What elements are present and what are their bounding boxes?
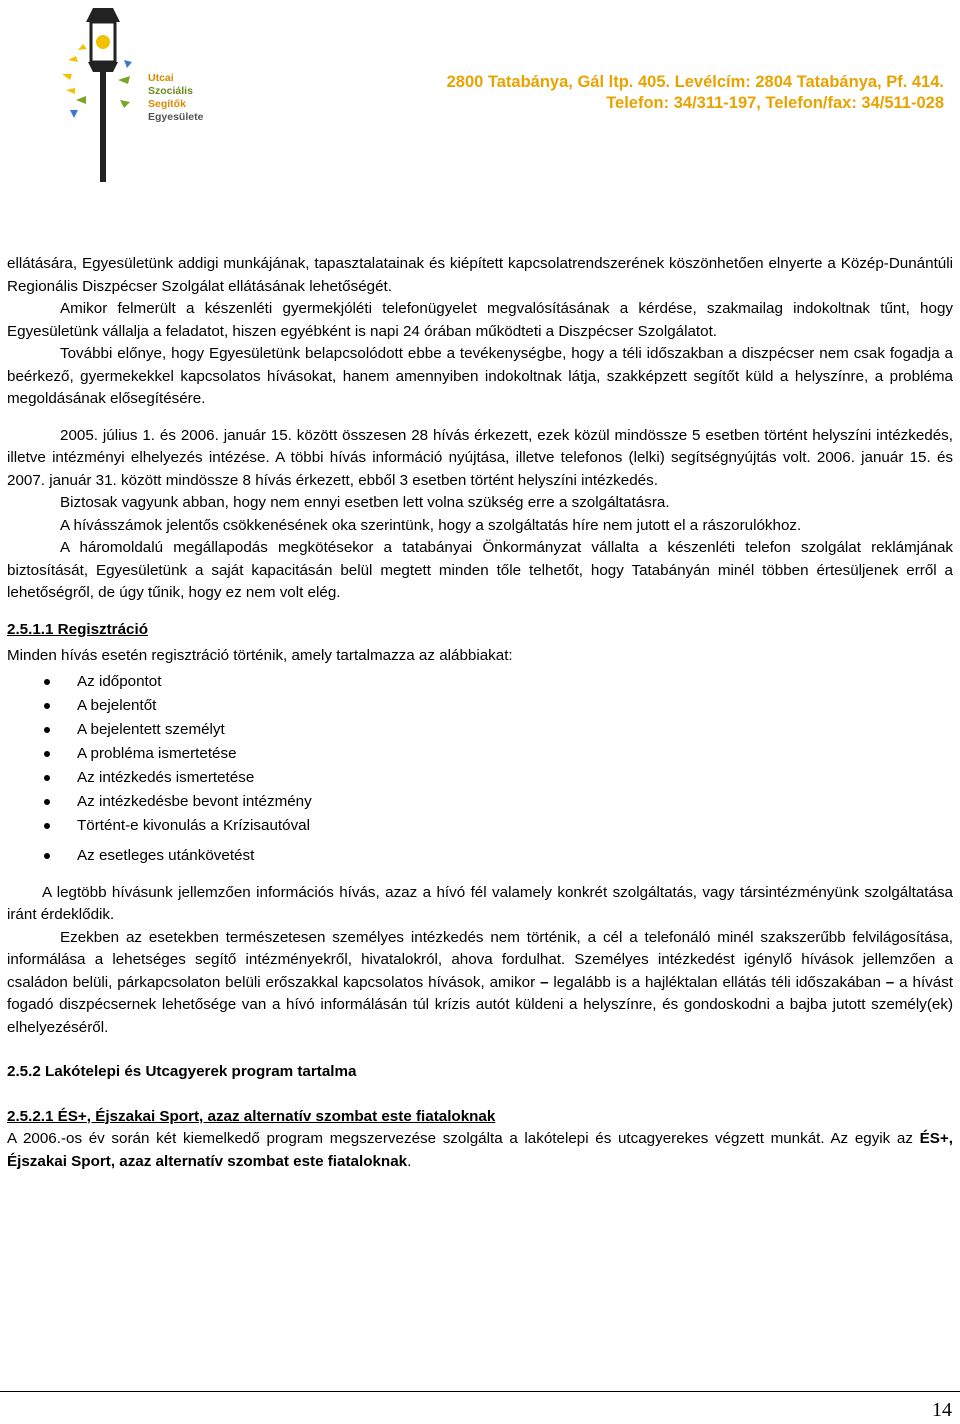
text-run: a hívást fogadó diszpécsernek lehetősége van a hívó informálásán túl krízis autót küldeni a helyszínre, és gondoskodni a bajba jutott személy(ek) elhelyezéséről.	[7, 973, 954, 1036]
paragraph: Biztosak vagyunk abban, hogy nem ennyi esetben lett volna szükség erre a szolgáltatásra.	[60, 494, 670, 511]
text-run: A 2006.-os év során két kiemelkedő program megszervezése szolgálta a lakótelepi és utcagyerekes végzett munkát. Az egyik az	[7, 1130, 920, 1147]
paragraph	[7, 1128, 953, 1173]
list-item: A bejelentőt	[7, 694, 953, 718]
bold-text: ÉS+, Éjszakai Sport, azaz alternatív szombat este fiataloknak	[7, 1130, 953, 1170]
document-body	[7, 253, 953, 1173]
text-run: legalább is a hajléktalan ellátás téli időszakában	[548, 973, 886, 991]
page-number: 14	[932, 1399, 952, 1421]
paragraph	[7, 927, 953, 1040]
list-item: Történt-e kivonulás a Krízisautóval	[7, 814, 953, 838]
text-run: Ezekben az esetekben természetesen személyes intézkedés nem történik, a cél a telefonáló minél szakszerűbb felvilágosítása, informálása a lehetséges segítő intézményekről, hivatalokról, ahova fordulhat. Személyes intézkedést igénylő hívások jellemzően a családon belüli, párkapcsolaton belüli erőszakkal kapcsolatos hívások, amikor	[7, 928, 953, 991]
list-item: Az intézkedésbe bevont intézmény	[7, 790, 953, 814]
dash: –	[540, 973, 549, 991]
list-intro: Minden hívás esetén regisztráció történik, amely tartalmazza az alábbiakat:	[7, 647, 513, 664]
list-item: Az esetleges utánkövetést	[7, 844, 953, 868]
org-name-line: Utcai	[148, 72, 174, 84]
dash: –	[885, 973, 895, 991]
paragraph: 2005. július 1. és 2006. január 15. között összesen 28 hívás érkezett, ezek közül mindössze 5 esetben történt helyszíni intézkedés, illetve intézményi elhelyezés intézése. A többi hívás információ nyújtása, illetve telefonos (lelki) segítségnyújtás volt. 2006. január 15. és 2007. január 31. között mindössze 8 hívás érkezett, ebből 3 esetben történt helyszíni intézkedés.	[7, 426, 953, 489]
paragraph: ellátására, Egyesületünk addigi munkájának, tapasztalatainak és kiépített kapcsolatrendszerének köszönhetően elnyerte a Közép-Dunántúli Regionális Diszpécser Szolgálat ellátásának lehetőségét.	[7, 255, 953, 295]
paragraph: A legtöbb hívásunk jellemzően információs hívás, azaz a hívó fél valamely konkrét szolgáltatás, vagy társintézményünk szolgáltatása iránt érdeklődik.	[7, 883, 953, 923]
organization-logo	[58, 0, 148, 190]
paragraph: A hívásszámok jelentős csökkenésének oka szerintünk, hogy a szolgáltatás híre nem jutott el a rászorulókhoz.	[60, 516, 802, 534]
organization-name	[148, 72, 203, 124]
list-item: Az intézkedés ismertetése	[7, 766, 953, 790]
list-item: Az időpontot	[7, 670, 953, 694]
section-heading: 2.5.2.1 ÉS+, Éjszakai Sport, azaz alternatív szombat este fiataloknak	[7, 1107, 496, 1125]
section-heading: 2.5.1.1 Regisztráció	[7, 620, 148, 638]
text-run: .	[407, 1152, 412, 1170]
paragraph: További előnye, hogy Egyesületünk belapcsolódott ebbe a tevékenységbe, hogy a téli időszakban a diszpécser nem csak fogadja a beérkező, gyermekekkel kapcsolatos hívásokat, hanem amennyiben indokoltnak látja, szakképzett segítőt küld a helyszínre, a probléma megoldásának elősegítésére.	[7, 345, 953, 407]
org-name-line: Szociális	[148, 85, 193, 97]
paragraph: Amikor felmerült a készenléti gyermekjóléti telefonügyelet megvalósításának a kérdése, szakmailag indokoltnak tűnt, hogy Egyesületünk vállalja a feladatot, hiszen egyébként is napi 24 órában működteti a Diszpécser Szolgálatot.	[7, 300, 953, 340]
footer-rule	[0, 1391, 960, 1392]
org-name-line: Segítők	[148, 98, 186, 110]
header-address	[447, 72, 944, 114]
address-line: 2800 Tatabánya, Gál ltp. 405. Levélcím: 2804 Tatabánya, Pf. 414.	[446, 73, 944, 91]
list-item: A bejelentett személyt	[7, 718, 953, 742]
phone-line: Telefon: 34/311-197, Telefon/fax: 34/511-028	[606, 94, 944, 112]
list-item: A probléma ismertetése	[7, 742, 953, 766]
bullet-list	[7, 670, 953, 868]
org-name-line: Egyesülete	[148, 111, 204, 123]
section-heading: 2.5.2 Lakótelepi és Utcagyerek program tartalma	[7, 1063, 357, 1080]
paragraph: A háromoldalú megállapodás megkötésekor a tatabányai Önkormányzat vállalta a készenléti telefon szolgálat reklámjának biztosítását, Egyesületünk a saját kapacitásán belül megtett minden tőle telhetőt, hogy Tatabányán minél többen értesüljenek erről a lehetőségről, de úgy tűnik, hogy ez nem volt elég.	[7, 539, 953, 601]
